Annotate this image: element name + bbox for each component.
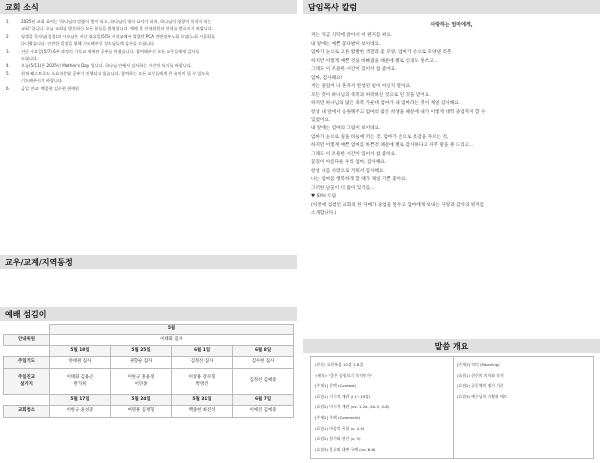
table-row [4, 357, 294, 369]
table-row [4, 395, 294, 406]
letter-line: 항상 내 앞에서 응원해주고 엄마의 많은 희생을 때문에 내가 이렇게 대학 졸업까지 할 수 [311, 109, 486, 115]
prayer-label: 주일기도 [4, 357, 50, 369]
outline-box [310, 356, 594, 459]
outline-line: «제목» "좋은 종합보기 목적인가" [315, 372, 373, 378]
guide-value: 이태화 집사 [50, 335, 294, 346]
notice-line: 1. 2025년 교회 표어는 '하나님의 말씀이 빛이 되고, 하나님의 영이 교사가 되며, 하나님의 영광이 목적이 되는 [6, 19, 212, 24]
notice-line: 2. 평생을 목자님(성경)과 시모님은 지난 월요일(5/5) 시작교에서 열렸던 PCA 전면정부노회 모임(노회 시찰회를 [6, 33, 215, 39]
table-row [4, 325, 294, 335]
right-column [303, 0, 600, 218]
outline-line: [주제1] 문맥 (Context) [315, 383, 357, 389]
notices-list [0, 14, 297, 92]
reading-label: 주일진교 설거지 [4, 369, 50, 395]
outline-line: (요점3) 옹호와 대변 구례 (vv. 6-8) [315, 446, 376, 452]
prayer-cell: 김수현 집사 [233, 357, 294, 369]
date-cell: 5월 25일 [111, 346, 172, 357]
notice-line: 4. 오늘(5/11)은 2025년 Mother's Day 입니다. 하나님 안에서 감사하는 시간이 되기를 바랍니다. [6, 63, 192, 69]
letter-line: 엄마, 감사해요! [311, 75, 343, 81]
letter-line: 그래도 이 조용한 시간이 있어서 참 좋아요. [311, 151, 397, 157]
letter-line: 항상 나를 사랑으로 키워서 감사해요. [311, 168, 385, 174]
month-cell: 5월 [50, 325, 294, 335]
letter-line: 엄마가 눈으로 실을 바늘에 끼는 것, 엄마가 손으로 옷감을 자르는 것, [311, 134, 449, 140]
reading-cell: 이상용 강수형 박병건 [172, 369, 233, 395]
outline-line: (본문) 요한복음 12장 1-8절 [315, 362, 364, 367]
reading-cell: 이한규 홍윤정 이연종 [111, 369, 172, 395]
letter-line: 저는 졸업이 나 혼자서 완성된 일이 아닌지 알아요. [311, 84, 412, 90]
letter-line: 그래도 이 조용한 시간이 있어서 참 좋아요. [311, 67, 397, 73]
outline-line: (요점2) 미시적 개관 (vv. 1-2a, 2b-3, 4-8) [315, 404, 390, 410]
date-cell: 6월 1일 [172, 346, 233, 357]
notice-line: 5. 현재 웨스트로드 소요리문답 공부가 진행되고 있습니다. 참여하는 모든 교우들에게 큰 유익이 될 수 있도록 [6, 70, 210, 76]
worship-table [3, 324, 294, 418]
letter-line: 꽃길이 아름다운 우리 엄마, 감사해요. [311, 160, 387, 166]
outline-line: (요점1) 거시적 개관 (Ⅰ 1~19장) [315, 393, 371, 399]
notice-line: 드립니다. [21, 56, 39, 62]
outline-line: (요점3) 예수님의 기쁨과 애도 [457, 393, 508, 399]
prayer-cell: 권향순 집사 [111, 357, 172, 369]
outline-line: (요점1) 헌신의 의미와 목적 [457, 372, 504, 378]
letter-line: 그러한 날들이 더 많이 있기를... [311, 185, 375, 191]
date-cell: 5월 31일 [172, 395, 233, 406]
letter-line: 저는 지금 식탁에 앉아서 이 편지를 써요. [311, 33, 393, 39]
table-row [4, 335, 294, 346]
notice-line: 6. 금일 진교: 백종현 김수현 현애원 [6, 85, 79, 91]
letter-line: (이전에 섬겼던 교회의 한 자매가 졸업을 앞두고 엄마에게 보내는 사랑과 감사의 편지를 [311, 202, 485, 208]
prayer-cell: 한태원 집사 [50, 357, 111, 369]
letter-line: 하지만 이렇게 예쁜 엄마를 바쁜것 때문에 별로 감사하다고 자주 말을 못 드리고... [311, 143, 474, 149]
letter-line: 엄마가 눈으로 고른 활발한 색깔과 꽃 모양, 엄마가 손으로 모양낸 리본. [311, 50, 453, 56]
reading-cell: 이태화 김용곤 반가희 [50, 369, 111, 395]
date-cell: 5월 18일 [50, 346, 111, 357]
letter-heading: 사랑하는 엄마에게, [430, 22, 473, 28]
letter-signature: ♥ SYH 드림 [311, 194, 337, 200]
prayer-cell: 김정선 집사 [172, 357, 233, 369]
outline-section [303, 339, 600, 459]
table-row [4, 369, 294, 395]
guide-label: 안내위원 [4, 335, 50, 346]
letter-line: 있었어요. [311, 117, 331, 123]
date-cell: 6월 8일 [233, 346, 294, 357]
clean-cell: 이한규 윤성준 [50, 406, 111, 418]
sermon-header: 담임목사 칼럼 [303, 0, 600, 14]
outline-left [315, 360, 451, 455]
sermon-letter [303, 14, 600, 218]
table-row [4, 406, 294, 418]
letter-line: 모든 것이 하나님의 축복과 허락하신 것으로 된 것을 믿어요. [311, 92, 431, 98]
notices-header: 교회 소식 [0, 0, 297, 14]
letter-line: 내 앞에는 엄마의 그림이 보이네요. [311, 126, 381, 132]
letter-line: 내 앞에는 예쁜 꽃다발이 보이네요. [311, 41, 381, 47]
clean-label: 교회청소 [4, 406, 50, 418]
date-cell: 5월 17일 [50, 395, 111, 406]
worship-header: 예배 섬김이 [0, 307, 297, 321]
outline-line: [주제3] 의미 (Meaning) [457, 362, 500, 367]
table-row [4, 346, 294, 357]
outline-line: (요점1) 마음의 옥합 (v. 4-5) [315, 425, 365, 431]
worship-section [0, 307, 297, 418]
notice-line: 3. 지난 수요일(5/7) 6주 과정의 기독교 세계관 공부를 마쳤습니다. 참여해주신 모든 교우들에게 감사를 [6, 48, 200, 54]
notice-line: 교회' 입니다. 오늘 교회를 방문하신 모든 분들을 환영합니다. 예배 후 안내위원의 안내를 받으시기 바랍니다. [21, 26, 213, 32]
outline-line: (요점2) 향기와 헌신 (v. 3) [315, 436, 361, 442]
letter-line: 소개합니다.) [311, 210, 337, 216]
outline-line: (요점2) 공동체의 평가 기준 [457, 383, 504, 389]
clean-cell: 백종현 최진석 [172, 406, 233, 418]
reading-cell: 김정선 김예중 [233, 369, 294, 395]
notice-line: 기도해주시기 바랍니다. [21, 78, 64, 84]
letter-line: 나는 엄마를 행복하게 할 때가 제일 기쁜 좋아요. [311, 177, 407, 183]
date-cell: 6월 7일 [233, 395, 294, 406]
clean-cell: 여명훈 김재형 [111, 406, 172, 418]
letter-line: 하지만 하나님의 많은 축복 가운데 엄마가 내 엄마라는 것이 제일 감사해요. [311, 101, 461, 107]
outline-header: 말씀 개요 [303, 339, 600, 353]
outline-line: [주제2] 주해 (Comment) [315, 414, 361, 420]
ministry-header: 교우/교계/지역동정 [0, 255, 297, 269]
outline-right [457, 360, 593, 402]
left-column [0, 0, 297, 414]
letter-line: 하지만 이렇게 예쁜 것을 바빠졌을 때문에 별로 신경도 못쓰고... [311, 58, 439, 64]
clean-cell: 이예진 김예중 [233, 406, 294, 418]
date-cell: 5월 24일 [111, 395, 172, 406]
notice-line: 다녀왔습니다. 안전한 일정을 위해 기도해주신 성도님들께 감사를 드립니다. [21, 41, 156, 47]
